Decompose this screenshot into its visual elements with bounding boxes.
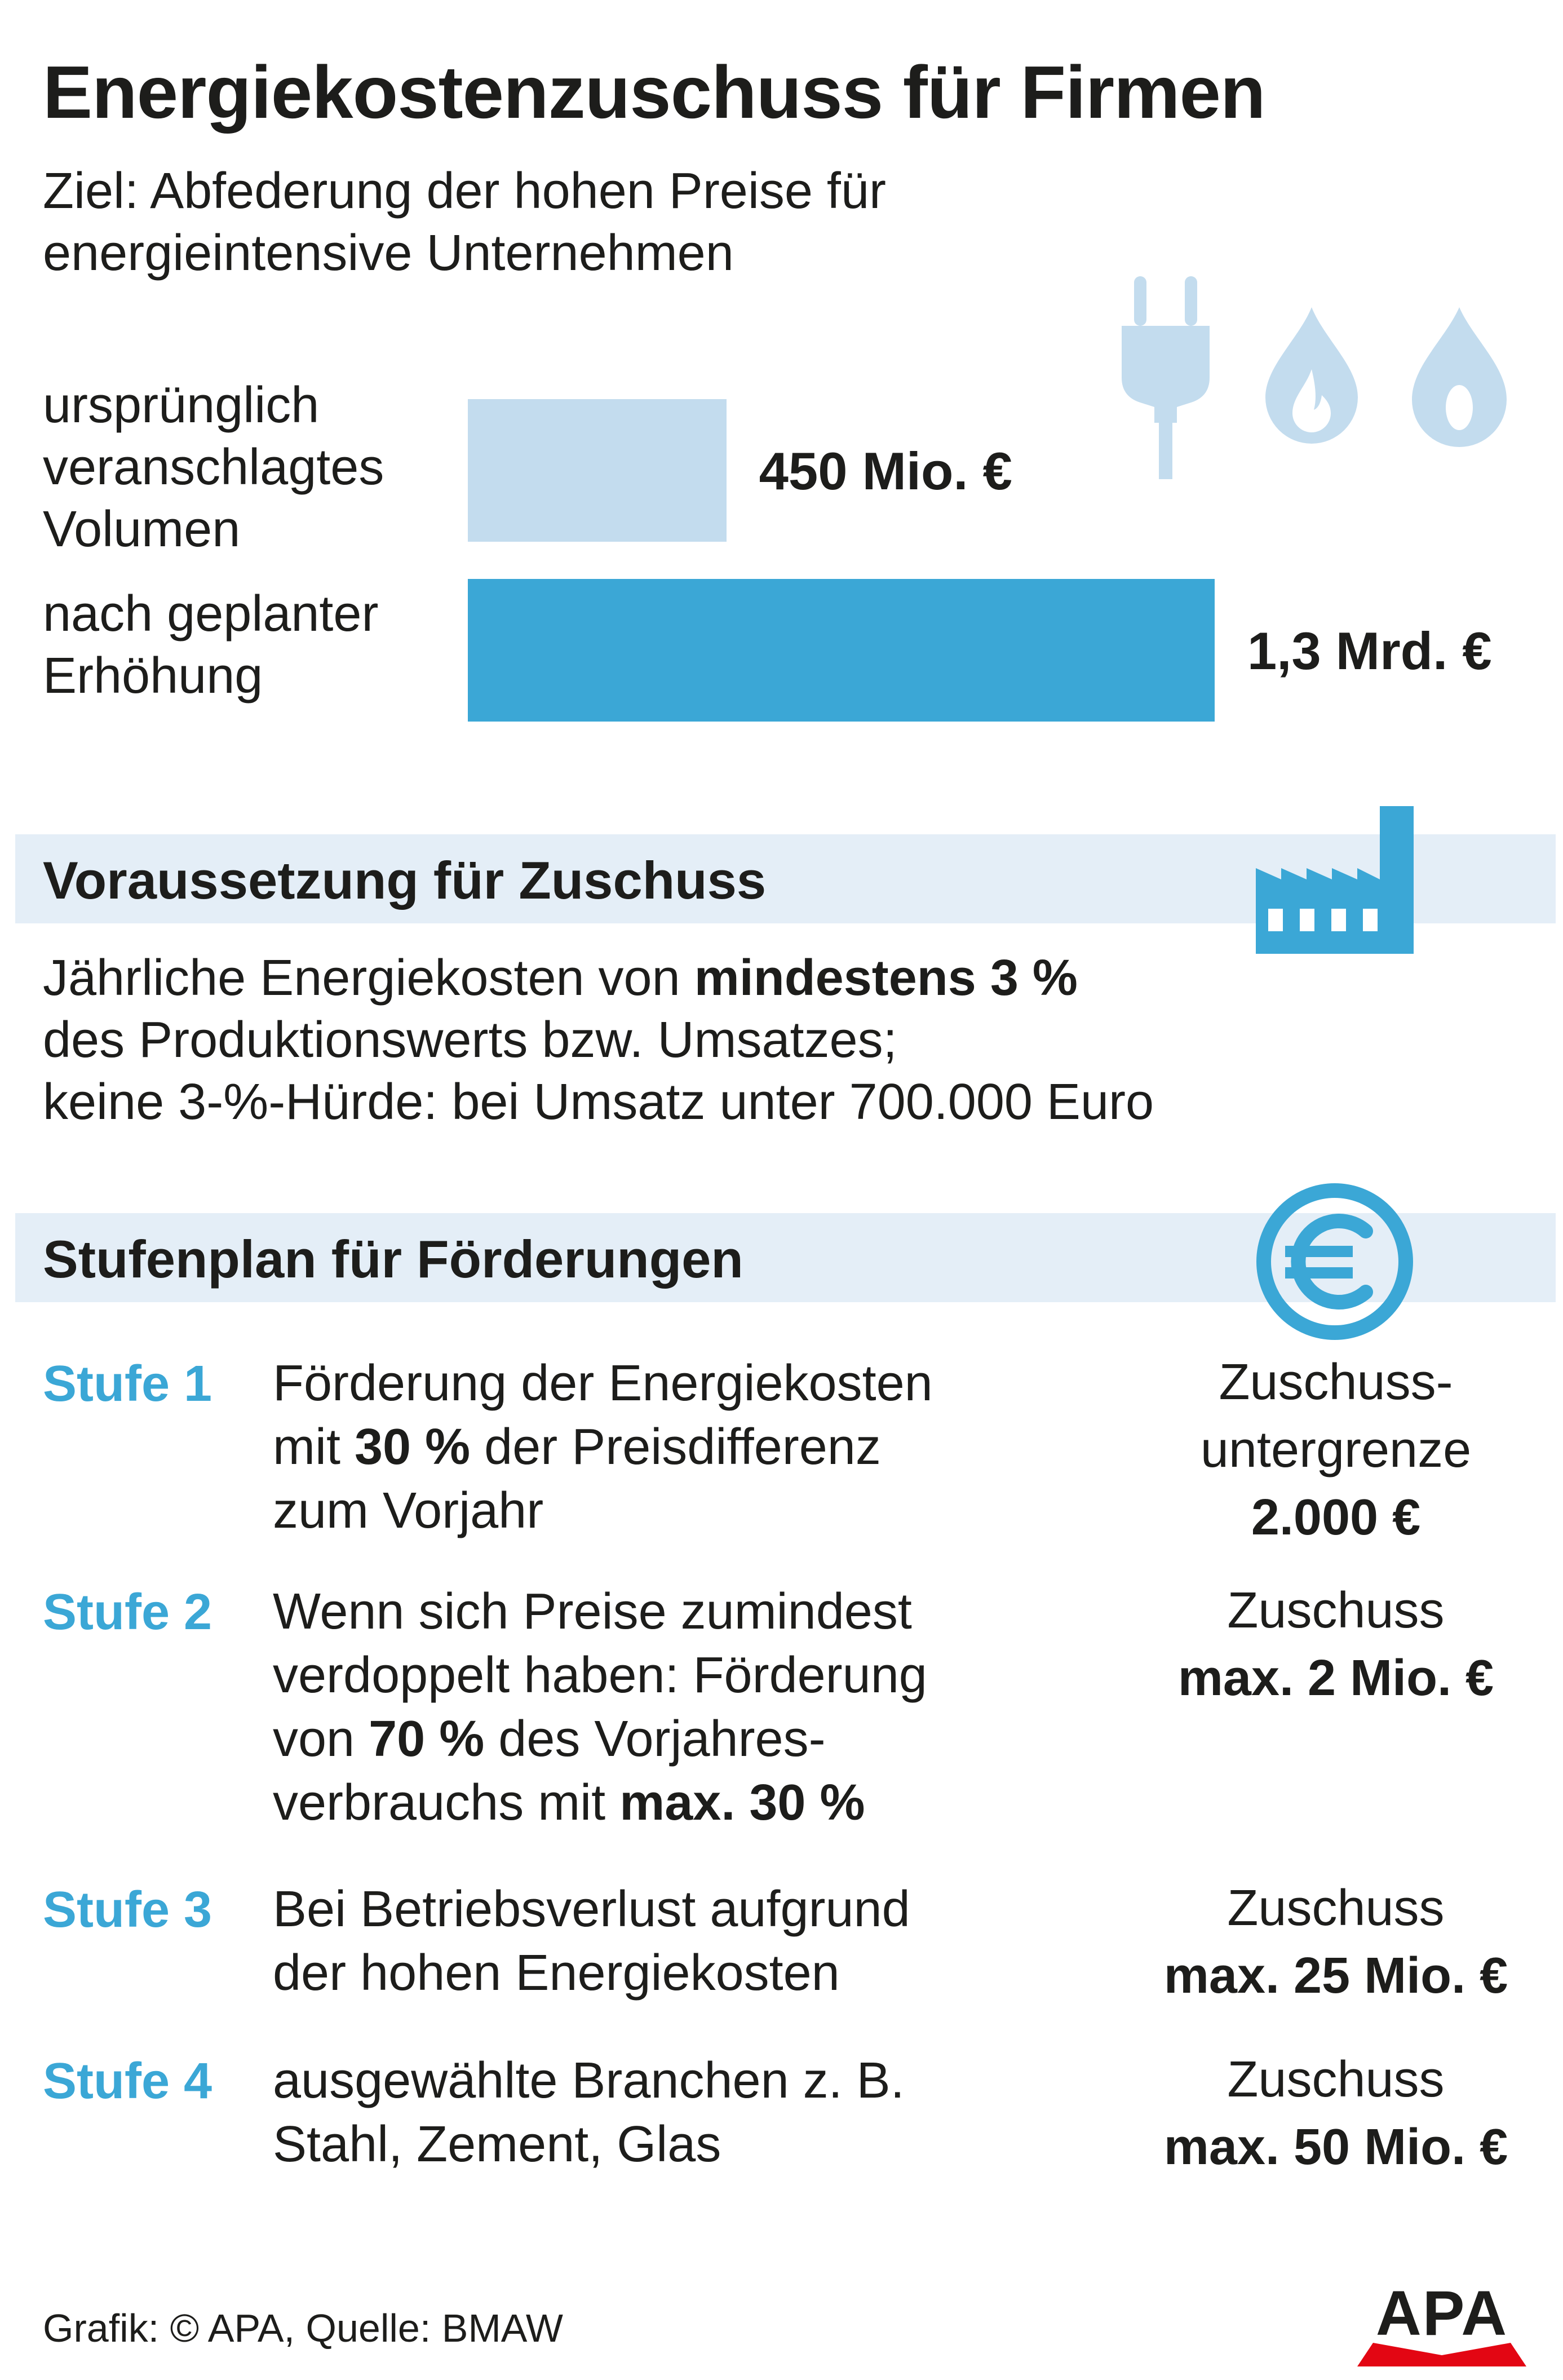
step-2-subsidy xyxy=(1116,1577,1556,1712)
step-3-subsidy-line-2 xyxy=(1116,1942,1556,2010)
step-3-description-text: Bei Betriebsverlust aufgrund xyxy=(273,1881,910,1937)
plan-heading: Stufenplan für Förderungen xyxy=(43,1229,743,1289)
step-1-description-line-3 xyxy=(273,1479,1107,1543)
step-4-description-line-2 xyxy=(273,2113,1107,2176)
step-2-subsidy-line-1 xyxy=(1116,1577,1556,1644)
bar-increased-volume xyxy=(468,579,1215,722)
bar-label-original xyxy=(43,374,460,560)
step-1-description-text: der Preisdifferenz xyxy=(470,1419,881,1475)
step-1-subsidy-line-3 xyxy=(1116,1484,1556,1551)
step-2-subsidy-text: Zuschuss xyxy=(1227,1582,1445,1639)
step-1-description-text: 30 % xyxy=(354,1419,471,1475)
step-1-description-text: Förderung der Energiekosten xyxy=(273,1355,933,1412)
apa-logo-text: APA xyxy=(1375,2278,1508,2348)
water-drop-icon xyxy=(1412,307,1507,448)
step-2-description-line-4 xyxy=(273,1771,1107,1835)
step-2-description-line-2 xyxy=(273,1644,1107,1707)
gas-flame-icon xyxy=(1265,307,1358,448)
requirements-text xyxy=(43,947,1396,1133)
requirements-line-1-prefix: Jährliche Energiekosten von xyxy=(43,950,694,1006)
factory-icon xyxy=(1256,806,1414,954)
bar-label-increased-line-1: nach geplanter xyxy=(43,586,379,642)
step-2-description-text: verbrauchs mit xyxy=(273,1775,620,1831)
step-2-description-text: von xyxy=(273,1711,369,1767)
step-2-description-text: 70 % xyxy=(369,1711,485,1767)
requirements-min-share: mindestens 3 % xyxy=(694,950,1078,1006)
step-3-description-text: der hohen Energiekosten xyxy=(273,1945,840,2001)
step-4-subsidy xyxy=(1116,2046,1556,2181)
step-2-description-text: max. 30 % xyxy=(619,1775,865,1831)
step-4-name: Stufe 4 xyxy=(43,2053,212,2109)
step-4-subsidy-text: Zuschuss xyxy=(1227,2051,1445,2108)
step-1-name: Stufe 1 xyxy=(43,1356,212,1412)
step-1-subsidy-text: Zuschuss- xyxy=(1219,1354,1453,1410)
credit: Grafik: © APA, Quelle: BMAW xyxy=(43,2306,563,2350)
step-2-description-line-1 xyxy=(273,1580,1107,1644)
step-1-description xyxy=(273,1352,1107,1543)
step-2-description xyxy=(273,1580,1107,1835)
step-1-description-line-1 xyxy=(273,1352,1107,1415)
plug-icon xyxy=(1122,276,1217,479)
bar-label-original-line-3: Volumen xyxy=(43,501,241,558)
step-3-subsidy-text: Zuschuss xyxy=(1227,1880,1445,1936)
bar-value-increased: 1,3 Mrd. € xyxy=(1247,621,1492,680)
step-4-subsidy-line-2 xyxy=(1116,2113,1556,2181)
step-1-description-text: zum Vorjahr xyxy=(273,1483,544,1539)
requirements-line-2: des Produktionswerts bzw. Umsatzes; xyxy=(43,1012,897,1068)
step-2-name: Stufe 2 xyxy=(43,1584,212,1640)
step-2-description-text: Wenn sich Preise zumindest xyxy=(273,1583,912,1640)
bar-label-original-line-2: veranschlagtes xyxy=(43,439,384,496)
bar-label-original-line-1: ursprünglich xyxy=(43,377,320,433)
step-3-description-line-2 xyxy=(273,1941,1107,2005)
subtitle xyxy=(43,160,1170,284)
step-1-description-line-2 xyxy=(273,1415,1107,1479)
apa-logo-swoosh xyxy=(1357,2341,1526,2366)
step-4-description-line-1 xyxy=(273,2049,1107,2113)
bar-original-volume xyxy=(468,399,727,542)
euro-icon xyxy=(1256,1183,1414,1341)
step-2-subsidy-text: max. 2 Mio. € xyxy=(1177,1650,1494,1706)
step-3-subsidy xyxy=(1116,1874,1556,2010)
apa-logo xyxy=(1357,2278,1526,2366)
step-4-subsidy-text: max. 50 Mio. € xyxy=(1163,2119,1508,2175)
step-3-subsidy-line-1 xyxy=(1116,1874,1556,1942)
step-2-subsidy-line-2 xyxy=(1116,1644,1556,1712)
bar-label-increased-line-2: Erhöhung xyxy=(43,648,263,704)
step-1-subsidy-line-1 xyxy=(1116,1348,1556,1416)
step-4-description xyxy=(273,2049,1107,2176)
bar-value-original: 450 Mio. € xyxy=(759,441,1012,501)
step-2-description-text: verdoppelt haben: Förderung xyxy=(273,1647,927,1704)
step-3-name: Stufe 3 xyxy=(43,1882,212,1938)
step-4-description-text: Stahl, Zement, Glas xyxy=(273,2116,721,2173)
requirements-line-1 xyxy=(43,947,1396,1009)
step-4-description-text: ausgewählte Branchen z. B. xyxy=(273,2052,905,2109)
step-3-description-line-1 xyxy=(273,1878,1107,1941)
step-3-description xyxy=(273,1878,1107,2005)
step-1-description-text: mit xyxy=(273,1419,355,1475)
bar-label-increased xyxy=(43,583,460,707)
step-4-subsidy-line-1 xyxy=(1116,2046,1556,2113)
subtitle-line-1: Ziel: Abfederung der hohen Preise für xyxy=(43,163,886,219)
page-title: Energiekostenzuschuss für Firmen xyxy=(43,51,1265,134)
step-1-subsidy-line-2 xyxy=(1116,1416,1556,1484)
step-3-subsidy-text: max. 25 Mio. € xyxy=(1163,1948,1508,2004)
requirements-heading: Voraussetzung für Zuschuss xyxy=(43,851,767,910)
step-1-subsidy xyxy=(1116,1348,1556,1551)
step-1-subsidy-text: 2.000 € xyxy=(1251,1489,1421,1546)
step-1-subsidy-text: untergrenze xyxy=(1200,1422,1472,1478)
step-2-description-text: des Vorjahres- xyxy=(484,1711,826,1767)
subtitle-line-2: energieintensive Unternehmen xyxy=(43,225,734,281)
step-2-description-line-3 xyxy=(273,1707,1107,1771)
requirements-line-3: keine 3-%-Hürde: bei Umsatz unter 700.000 Euro xyxy=(43,1074,1154,1130)
